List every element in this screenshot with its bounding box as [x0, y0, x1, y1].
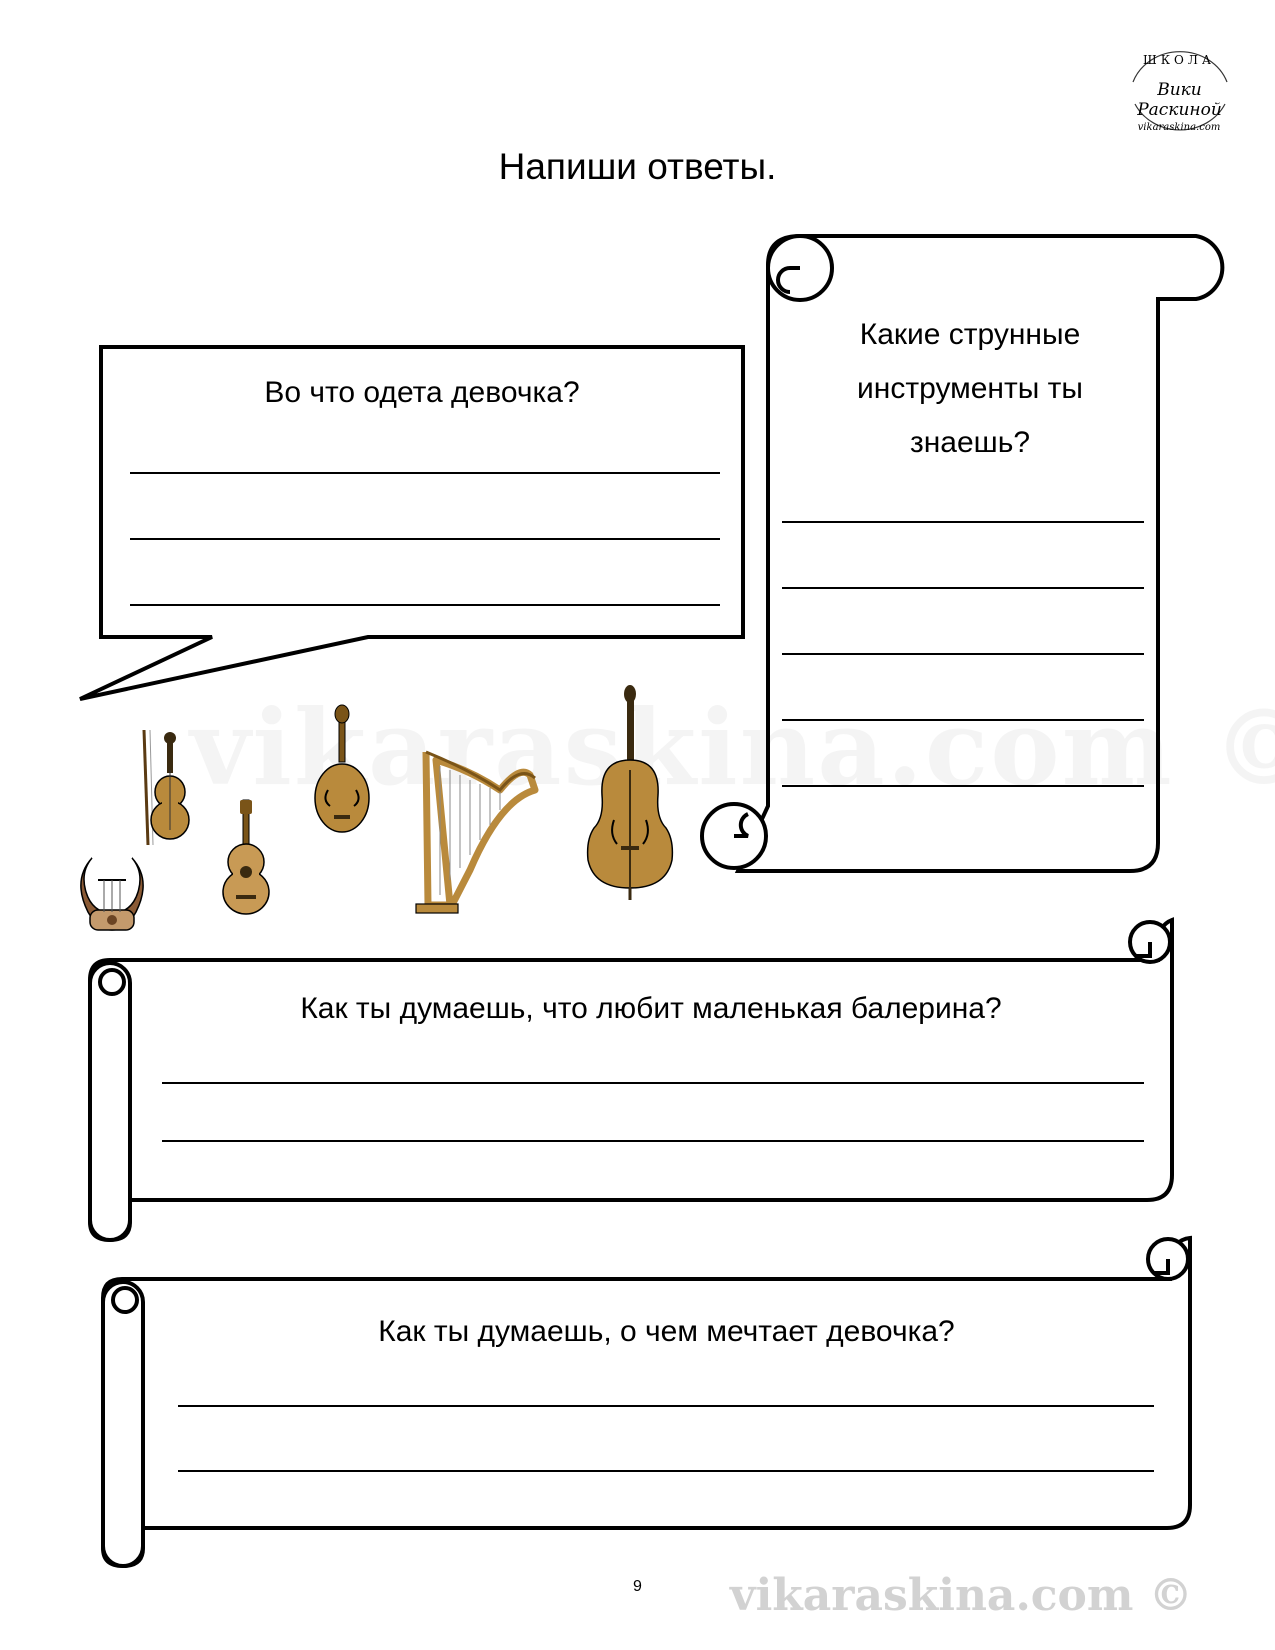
answer-line[interactable] — [130, 472, 720, 474]
question-ballerina-likes: Как ты думаешь, что любит маленькая балерина? — [300, 992, 1002, 1025]
answer-line[interactable] — [178, 1470, 1154, 1472]
answer-line[interactable] — [782, 521, 1144, 523]
horizontal-scroll-2 — [103, 1238, 1190, 1566]
answer-line[interactable] — [162, 1140, 1144, 1142]
watermark-center — [190, 686, 1275, 809]
answer-line[interactable] — [130, 538, 720, 540]
school-logo — [1117, 42, 1242, 142]
page-number: 9 — [633, 1578, 642, 1595]
question-string-instruments: Какие струнные инструменты ты знаешь? — [857, 318, 1083, 459]
logo-name: Вики Раскиной — [1137, 80, 1222, 120]
question-clothes: Во что одета девочка? — [264, 376, 580, 409]
logo-site-text: vikaraskina.com — [1137, 122, 1221, 133]
answer-line[interactable] — [782, 653, 1144, 655]
answer-line[interactable] — [782, 785, 1144, 787]
logo-school-text: ШКОЛА — [1143, 53, 1215, 67]
answer-line[interactable] — [782, 719, 1144, 721]
page-title: Напиши ответы. — [498, 146, 777, 187]
question-girl-dreams: Как ты думаешь, о чем мечтает девочка? — [378, 1315, 955, 1348]
horizontal-scroll-1 — [90, 920, 1172, 1240]
answer-line[interactable] — [178, 1405, 1154, 1407]
answer-line[interactable] — [162, 1082, 1144, 1084]
watermark-footer: vikaraskina.com © — [730, 1570, 1193, 1621]
answer-line[interactable] — [782, 587, 1144, 589]
answer-line[interactable] — [130, 604, 720, 606]
